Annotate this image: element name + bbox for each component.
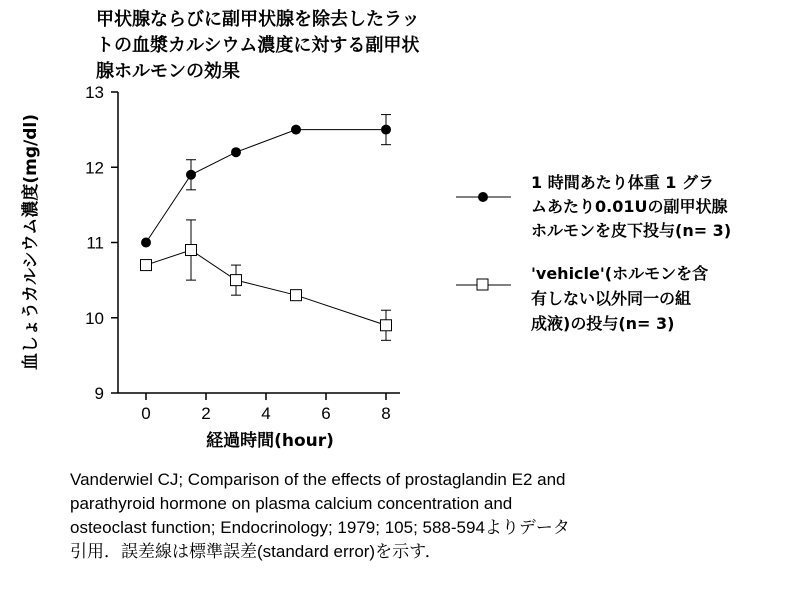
legend-marker-filled-circle [478, 192, 488, 202]
x-tick-label-0: 0 [141, 404, 151, 423]
legend-vehicle-line-3: 成液)の投与(n= 3) [531, 314, 675, 333]
y-tick-label-2: 11 [86, 233, 104, 253]
data-point-PTH-4 [381, 125, 391, 135]
x-tick-label-2: 4 [261, 404, 271, 423]
series-layer [141, 115, 392, 341]
y-tick-label-0: 9 [94, 384, 104, 403]
data-point-vehicle-1 [186, 245, 197, 256]
data-point-vehicle-2 [231, 275, 242, 286]
caption-line-4: 引用．誤差線は標準誤差(standard error)を示す． [70, 542, 442, 561]
legend-vehicle-line-2: 有しない以外同一の組 [531, 289, 692, 308]
y-axis-ticks [85, 83, 118, 403]
y-tick-label-3: 12 [85, 158, 104, 178]
legend-pth-line-1: 1 時間あたり体重 1 グラ [531, 173, 714, 192]
chart-title-line-1: 甲状腺ならびに副甲状腺を除去したラッ [96, 9, 420, 30]
caption-line-2: parathyroid hormone on plasma calcium concentration and [70, 494, 513, 513]
y-tick-label-1: 10 [85, 308, 104, 328]
series-line-vehicle [146, 250, 386, 325]
x-axis-ticks [141, 393, 390, 423]
x-tick-label-1: 2 [201, 404, 211, 423]
x-tick-label-4: 8 [381, 404, 391, 423]
legend-marker-open-square [477, 279, 488, 290]
series-vehicle [141, 220, 392, 340]
data-point-vehicle-0 [141, 260, 152, 271]
data-point-PTH-0 [141, 238, 151, 248]
legend-pth-line-2: ムあたり0.01Uの副甲状腺 [531, 197, 728, 216]
data-point-PTH-3 [291, 125, 301, 135]
chart-title [96, 8, 420, 82]
legend-vehicle-line-1: 'vehicle'(ホルモンを含 [531, 264, 709, 283]
data-point-PTH-2 [231, 147, 241, 157]
source-caption [70, 468, 790, 564]
legend [456, 173, 731, 333]
caption-line-3: osteoclast function; Endocrinology; 1979; 105; 588-594よりデータ [70, 518, 570, 537]
legend-item-vehicle [456, 264, 708, 333]
series-line-PTH [146, 130, 386, 243]
data-point-vehicle-4 [381, 320, 392, 331]
y-tick-label-4: 13 [85, 83, 104, 102]
caption-line-1: Vanderwiel CJ; Comparison of the effects of prostaglandin E2 and [70, 470, 566, 489]
chart-title-line-3: 腺ホルモンの効果 [96, 61, 240, 82]
data-point-PTH-1 [186, 170, 196, 180]
y-axis-label: 血しょうカルシウム濃度(mg/dl) [21, 113, 41, 371]
series-PTH [141, 115, 391, 248]
legend-item-pth [456, 173, 731, 240]
data-point-vehicle-3 [291, 290, 302, 301]
x-axis-label: 経過時間(hour) [206, 431, 334, 451]
legend-pth-line-3: ホルモンを皮下投与(n= 3) [531, 221, 732, 240]
chart-title-line-2: トの血漿カルシウム濃度に対する副甲状 [96, 35, 420, 56]
x-tick-label-3: 6 [321, 404, 331, 423]
